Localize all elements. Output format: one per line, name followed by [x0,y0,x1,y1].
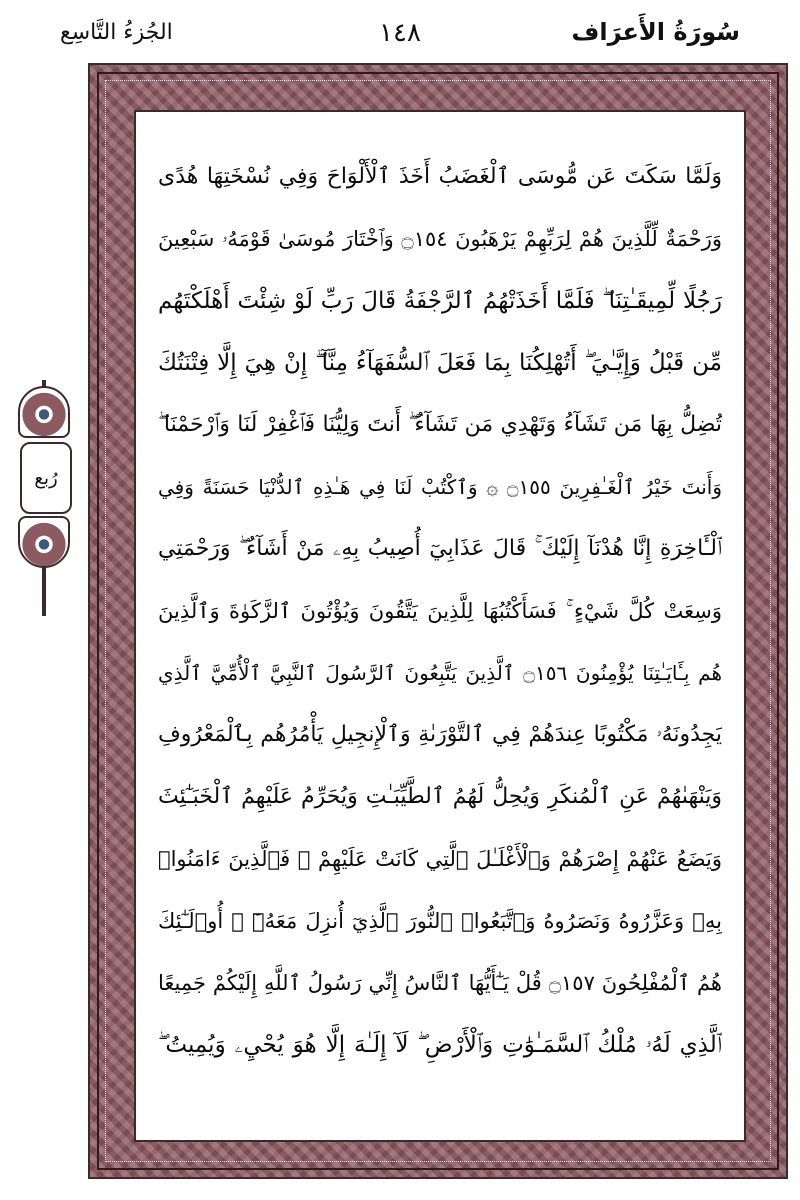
verse-line: يَجِدُونَهُۥ مَكْتُوبًا عِندَهُمْ فِي ٱلتَّوْرَىٰةِ وَٱلْإِنجِيلِ يَأْمُرُهُم بِٱلْمَعْرُوفِ [158,722,722,747]
verse-line: هُمُ ٱلْمُفْلِحُونَ ۝١٥٧ قُلْ يَـٰٓأَيُّهَا ٱلنَّاسُ إِنِّي رَسُولُ ٱللَّهِ إِلَيْكُمْ جَمِيعًا [158,971,722,995]
verse-line: وَرَحْمَةٌ لِّلَّذِينَ هُمْ لِرَبِّهِمْ يَرْهَبُونَ ۝١٥٤ وَٱخْتَارَ مُوسَىٰ قَوْمَهُۥ سَبْعِينَ [158,227,722,251]
verse-line: مِّن قَبْلُ وَإِيَّـٰيَ ۖ أَتُهْلِكُنَا بِمَا فَعَلَ ٱلسُّفَهَآءُ مِنَّآ ۖ إِنْ هِيَ إِلَّا فِتْنَتُكَ [158,350,722,376]
medallion-stem-bottom [42,566,46,616]
verse-line: وَسِعَتْ كُلَّ شَيْءٍ ۚ فَسَأَكْتُبُهَا لِلَّذِينَ يَتَّقُونَ وَيُؤْتُونَ ٱلزَّكَوٰةَ وَٱلَّذِينَ [158,599,722,623]
verse-line: هُم بِـَٔايَـٰتِنَا يُؤْمِنُونَ ۝١٥٦ ٱلَّذِينَ يَتَّبِعُونَ ٱلرَّسُولَ ٱلنَّبِيَّ ٱلْأُمِّيَّ ٱلَّذِي [158,661,722,685]
verse-line: وَيَنْهَىٰهُمْ عَنِ ٱلْمُنكَرِ وَيُحِلُّ لَهُمُ ٱلطَّيِّبَـٰتِ وَيُحَرِّمُ عَلَيْهِمُ ٱلْخَبَـٰٓئِثَ [158,784,722,809]
text-panel [134,110,746,1142]
verse-line: وَيَضَعُ عَنْهُمْ إِصْرَهُمْ وَٱلْأَغْلَـٰلَ ٱلَّتِي كَانَتْ عَلَيْهِمْ ۚ فَٱلَّذِينَ ءَامَنُوا۟ [158,847,722,871]
page-number: ١٤٨ [379,18,421,48]
rub-marker-label: رُبع [20,442,72,514]
verse-line: بِهِۦ وَعَزَّرُوهُ وَنَصَرُوهُ وَٱتَّبَعُوا۟ ٱلنُّورَ ٱلَّذِيٓ أُنزِلَ مَعَهُۥٓ ۙ أُو۟لَـٰٓئِكَ [158,909,722,933]
juz-title: الجُزءُ التَّاسِع [60,20,173,45]
flower-ornament-icon [18,386,70,438]
verse-line: رَجُلًا لِّمِيقَـٰتِنَا ۖ فَلَمَّا أَخَذَتْهُمُ ٱلرَّجْفَةُ قَالَ رَبِّ لَوْ شِئْتَ أَهْلَكْتَهُم [158,288,722,314]
verse-line: تُضِلُّ بِهَا مَن تَشَآءُ وَتَهْدِي مَن تَشَآءُ ۖ أَنتَ وَلِيُّنَا فَٱغْفِرْ لَنَا وَٱرْحَمْنَا ۖ [158,412,722,437]
rub-medallion [8,380,80,616]
verse-line: ٱلْـَٔاخِرَةِ إِنَّا هُدْنَآ إِلَيْكَ ۚ قَالَ عَذَابِيٓ أُصِيبُ بِهِۦ مَنْ أَشَآءُ ۖ وَرَحْمَتِي [158,536,722,561]
page-header [60,14,740,58]
verse-line: وَأَنتَ خَيْرُ ٱلْغَـٰفِرِينَ ۝١٥٥ ۞ وَٱكْتُبْ لَنَا فِي هَـٰذِهِ ٱلدُّنْيَا حَسَنَةً وَفِي [158,475,722,499]
surah-title: سُورَةُ الأَعرَاف [571,18,740,46]
verse-line: ٱلَّذِي لَهُۥ مُلْكُ ٱلسَّمَـٰوَٰتِ وَٱلْأَرْضِ ۖ لَآ إِلَـٰهَ إِلَّا هُوَ يُحْيِۦ وَيُمِيتُ ۖ [158,1032,722,1058]
verse-line: وَلَمَّا سَكَتَ عَن مُّوسَى ٱلْغَضَبُ أَخَذَ ٱلْأَلْوَاحَ وَفِي نُسْخَتِهَا هُدًى [158,164,722,189]
flower-ornament-icon [18,516,70,568]
